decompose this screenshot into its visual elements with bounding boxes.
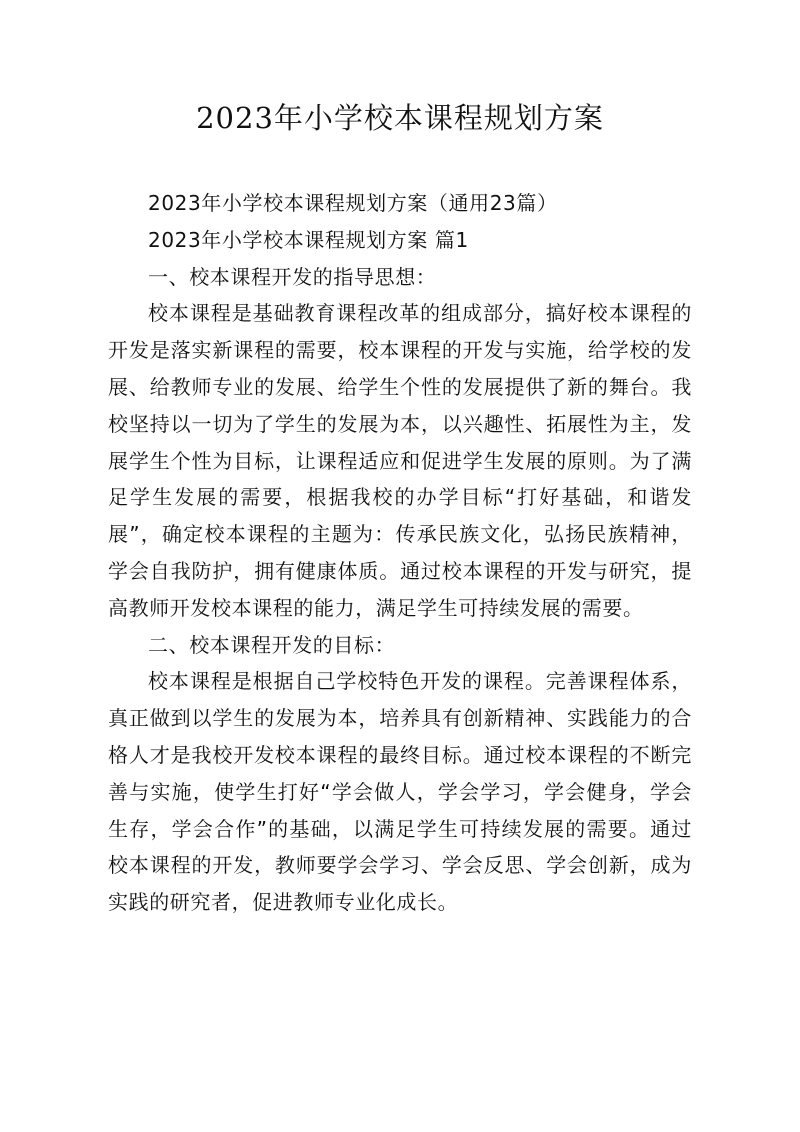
section-heading-paragraph: 2023年小学校本课程规划方案 篇1: [148, 227, 469, 252]
subtitle-paragraph: 2023年小学校本课程规划方案（通用23篇）: [148, 191, 558, 215]
body-paragraph: 校本课程是根据自己学校特色开发的课程。完善课程体系，真正做到以学生的发展为本，培养具有创新精神、实践能力的合格人才是我校开发校本课程的最终目标。通过校本课程的不断完善与实施，使学生打好“学会做人，学会学习，学会健身，学会生存，学会合作”的基础，以满足学生可持续发展的需要。通过校本课程的开发，教师要学会学习、学会反思、学会创新，成为实践的研究者，促进教师专业化成长。: [108, 669, 692, 915]
document-title: 2023年小学校本课程规划方案: [196, 101, 604, 135]
heading-guiding-ideology: 一、校本课程开发的指导思想：: [148, 264, 437, 289]
heading-development-goals: 二、校本课程开发的目标：: [148, 632, 396, 657]
body-paragraph: 校本课程是基础教育课程改革的组成部分，搞好校本课程的开发是落实新课程的需要，校本课程的开发与实施，给学校的发展、给教师专业的发展、给学生个性的发展提供了新的舞台。我校坚持以一切为了学生的发展为本，以兴趣性、拓展性为主，发展学生个性为目标，让课程适应和促进学生发展的原则。为了满足学生发展的需要，根据我校的办学目标“打好基础，和谐发展”，确定校本课程的主题为：传承民族文化，弘扬民族精神，学会自我防护，拥有健康体质。通过校本课程的开发与研究，提高教师开发校本课程的能力，满足学生可持续发展的需要。: [108, 301, 692, 620]
document-body: [108, 185, 692, 921]
